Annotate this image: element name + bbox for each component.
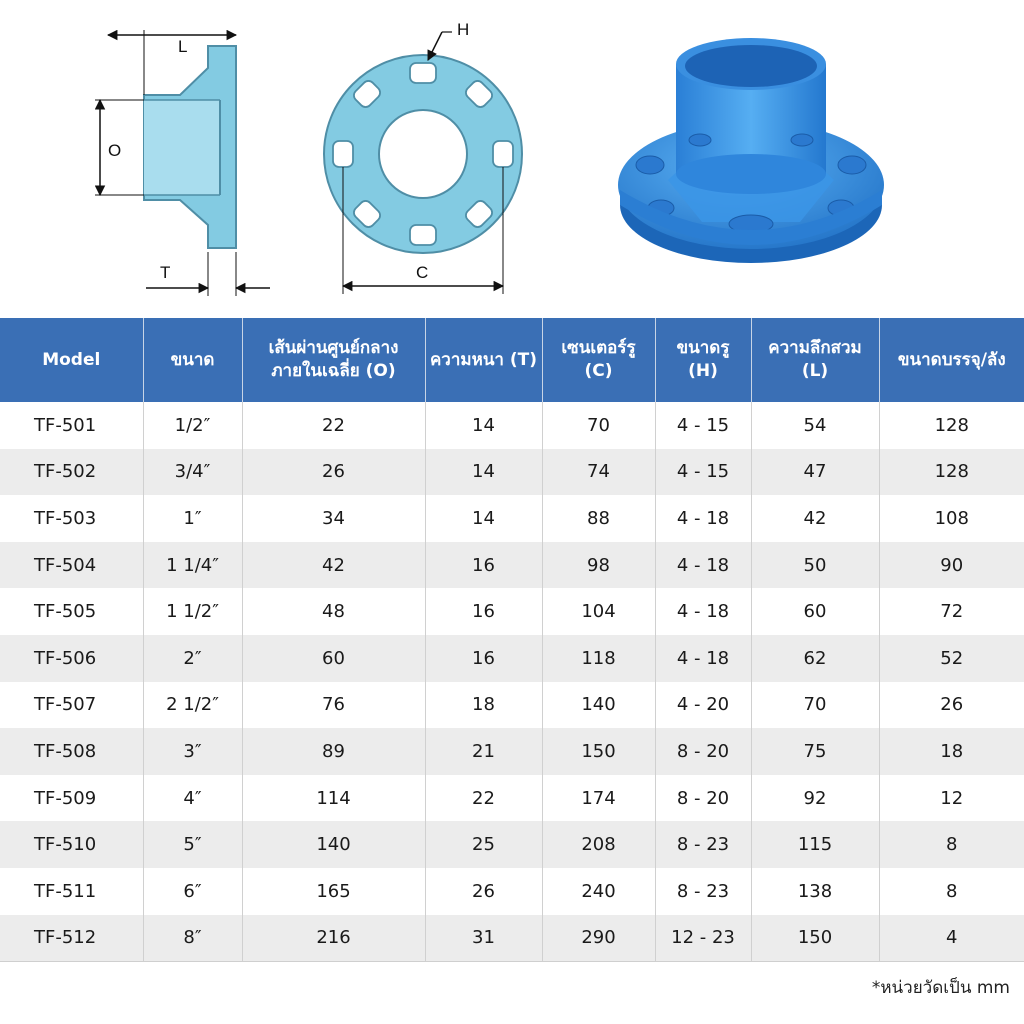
cell-size: 5″ xyxy=(143,821,242,868)
label-l: L xyxy=(178,37,188,56)
header-model: Model xyxy=(0,318,143,402)
cell-inner-diameter: 76 xyxy=(242,682,425,729)
cell-pack-size: 12 xyxy=(940,787,964,809)
cell-insertion-depth: 75 xyxy=(751,728,879,775)
cell-model: TF-502 xyxy=(0,449,143,496)
cell-pack-size: 52 xyxy=(879,635,1024,682)
cell-thickness: 26 xyxy=(425,868,542,915)
cell-thickness: 31 xyxy=(425,915,542,962)
table-row xyxy=(0,449,1024,496)
cell-size: 8″ xyxy=(143,915,242,962)
cell-inner-diameter: 48 xyxy=(242,588,425,635)
cell-inner-diameter: 114 xyxy=(242,775,425,822)
cell-inner-diameter: 60 xyxy=(242,635,425,682)
cell-inner-diameter: 34 xyxy=(242,495,425,542)
cell-thickness: 22 xyxy=(425,775,542,822)
cell-center: 140 xyxy=(542,682,655,729)
cell-thickness: 25 xyxy=(425,821,542,868)
side-view-drawing xyxy=(95,30,270,296)
drawings-svg xyxy=(0,0,1024,310)
cell-inner-diameter: 42 xyxy=(242,542,425,589)
table-row xyxy=(0,402,1024,449)
cell-size: 1/2″ xyxy=(143,402,242,449)
cell-insertion-depth: 92 xyxy=(751,775,879,822)
label-o: O xyxy=(108,141,122,160)
cell-pack-size: 90 xyxy=(879,542,1024,589)
cell-inner-diameter: 22 xyxy=(242,402,425,449)
unit-footnote: *หน่วยวัดเป็น mm xyxy=(871,978,1010,998)
cell-pack-size: 26 xyxy=(940,694,964,716)
cell-hole-size: 4 - 20 xyxy=(655,682,751,729)
cell-pack-size: 18 xyxy=(879,728,1024,775)
cell-thickness: 16 xyxy=(425,588,542,635)
table-body xyxy=(0,402,1024,962)
cell-hole-size: 8 - 23 xyxy=(655,821,751,868)
cell-pack-size: 4 xyxy=(879,915,1024,962)
label-t: T xyxy=(160,263,171,282)
cell-hole-size: 4 - 15 xyxy=(655,449,751,496)
cell-hole-size: 4 - 15 xyxy=(655,402,751,449)
cell-center: 290 xyxy=(542,915,655,962)
cell-center: 174 xyxy=(542,775,655,822)
cell-pack-size: 8 xyxy=(946,880,958,902)
cell-size: 6″ xyxy=(143,868,242,915)
cell-hole-size: 8 - 20 xyxy=(655,728,751,775)
cell-insertion-depth: 54 xyxy=(751,402,879,449)
cell-thickness: 21 xyxy=(425,728,542,775)
technical-drawings xyxy=(0,0,1024,310)
cell-thickness: 14 xyxy=(425,449,542,496)
cell-size: 1 1/2″ xyxy=(143,588,242,635)
header-hole-size: ขนาดรู (H) xyxy=(655,318,751,402)
cell-inner-diameter: 165 xyxy=(242,868,425,915)
cell-pack-size: 128 xyxy=(934,414,969,436)
spec-table xyxy=(0,318,1024,962)
cell-center: 240 xyxy=(542,868,655,915)
cell-center: 104 xyxy=(542,588,655,635)
table-row xyxy=(0,588,1024,635)
cell-size: 1 1/4″ xyxy=(143,542,242,589)
cell-pack-size: 108 xyxy=(934,507,969,529)
table-row xyxy=(0,728,1024,775)
cell-thickness: 14 xyxy=(425,402,542,449)
cell-model: TF-509 xyxy=(0,775,143,822)
cell-inner-diameter: 140 xyxy=(242,821,425,868)
table-header-row xyxy=(0,318,1024,402)
cell-center: 208 xyxy=(542,821,655,868)
cell-hole-size: 8 - 20 xyxy=(655,775,751,822)
cell-insertion-depth: 150 xyxy=(751,915,879,962)
cell-pack-size: 128 xyxy=(879,449,1024,496)
table-row xyxy=(0,821,1024,868)
cell-hole-size: 4 - 18 xyxy=(655,542,751,589)
cell-hole-size: 8 - 23 xyxy=(655,868,751,915)
table-row xyxy=(0,775,1024,822)
header-inner-diameter: เส้นผ่านศูนย์กลาง ภายในเฉลี่ย (O) xyxy=(242,318,425,402)
cell-inner-diameter: 26 xyxy=(242,449,425,496)
cell-insertion-depth: 50 xyxy=(751,542,879,589)
header-insertion-depth: ความลึกสวม (L) xyxy=(751,318,879,402)
product-render xyxy=(618,38,884,263)
cell-size: 2 1/2″ xyxy=(143,682,242,729)
cell-size: 2″ xyxy=(143,635,242,682)
cell-model: TF-504 xyxy=(0,542,143,589)
cell-size: 1″ xyxy=(143,495,242,542)
cell-pack-size: 72 xyxy=(940,601,964,623)
cell-insertion-depth: 47 xyxy=(751,449,879,496)
cell-model: TF-505 xyxy=(0,588,143,635)
cell-model: TF-507 xyxy=(0,682,143,729)
cell-center: 74 xyxy=(542,449,655,496)
cell-size: 3/4″ xyxy=(143,449,242,496)
cell-thickness: 16 xyxy=(425,635,542,682)
front-view-drawing xyxy=(324,20,522,294)
cell-thickness: 16 xyxy=(425,542,542,589)
table-row xyxy=(0,542,1024,589)
table-row xyxy=(0,682,1024,729)
cell-insertion-depth: 70 xyxy=(751,682,879,729)
table-row xyxy=(0,495,1024,542)
cell-insertion-depth: 115 xyxy=(751,821,879,868)
cell-size: 3″ xyxy=(143,728,242,775)
cell-insertion-depth: 42 xyxy=(751,495,879,542)
cell-model: TF-503 xyxy=(0,495,143,542)
cell-hole-size: 4 - 18 xyxy=(655,588,751,635)
cell-model: TF-501 xyxy=(0,402,143,449)
cell-center: 118 xyxy=(542,635,655,682)
cell-center: 70 xyxy=(542,402,655,449)
table-row xyxy=(0,915,1024,962)
cell-model: TF-512 xyxy=(0,915,143,962)
cell-hole-size: 4 - 18 xyxy=(655,495,751,542)
cell-center: 88 xyxy=(542,495,655,542)
cell-model: TF-506 xyxy=(0,635,143,682)
header-center: เซนเตอร์รู (C) xyxy=(542,318,655,402)
cell-inner-diameter: 216 xyxy=(242,915,425,962)
cell-center: 98 xyxy=(542,542,655,589)
cell-thickness: 18 xyxy=(425,682,542,729)
cell-pack-size: 8 xyxy=(879,821,1024,868)
cell-thickness: 14 xyxy=(425,495,542,542)
cell-insertion-depth: 62 xyxy=(751,635,879,682)
header-size: ขนาด xyxy=(143,318,242,402)
cell-inner-diameter: 89 xyxy=(242,728,425,775)
header-pack-size: ขนาดบรรจุ/ลัง xyxy=(879,318,1024,402)
cell-center: 150 xyxy=(542,728,655,775)
cell-hole-size: 12 - 23 xyxy=(655,915,751,962)
cell-model: TF-508 xyxy=(0,728,143,775)
label-c: C xyxy=(416,263,429,282)
table-row xyxy=(0,868,1024,915)
label-h: H xyxy=(457,20,470,39)
cell-size: 4″ xyxy=(143,775,242,822)
cell-model: TF-511 xyxy=(0,868,143,915)
table-row xyxy=(0,635,1024,682)
cell-insertion-depth: 60 xyxy=(751,588,879,635)
header-thickness: ความหนา (T) xyxy=(425,318,542,402)
cell-model: TF-510 xyxy=(0,821,143,868)
cell-hole-size: 4 - 18 xyxy=(655,635,751,682)
cell-insertion-depth: 138 xyxy=(751,868,879,915)
